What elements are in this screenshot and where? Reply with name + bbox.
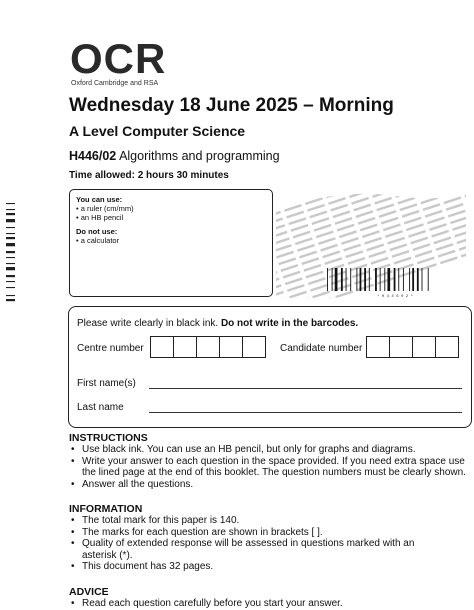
paper-barcode <box>325 268 465 298</box>
information-item: • The marks for each question are shown in brackets [ ]. <box>69 527 419 539</box>
materials-box <box>69 189 273 297</box>
information-list <box>69 515 419 573</box>
can-use-item: • a ruler (cm/mm) <box>76 204 134 213</box>
centre-number-boxes[interactable] <box>151 336 266 358</box>
candidate-number-label: Candidate number <box>280 343 363 354</box>
instructions-heading: INSTRUCTIONS <box>69 432 148 444</box>
candidate-digit-box[interactable] <box>389 336 413 358</box>
advice-item: • Read each question carefully before you start your answer. <box>69 598 469 610</box>
information-item: • Quality of extended response will be assessed in questions marked with an asterisk (*). <box>69 538 419 561</box>
candidate-digit-box[interactable] <box>412 336 436 358</box>
barcode-warning: Do not write in the barcodes. <box>220 318 359 329</box>
exam-date-session: Wednesday 18 June 2025 – Morning <box>69 95 394 116</box>
centre-digit-box[interactable] <box>196 336 220 358</box>
first-name-label: First name(s) <box>77 378 136 389</box>
first-name-line[interactable] <box>149 388 462 389</box>
candidate-number-boxes[interactable] <box>367 336 459 358</box>
logo-subtitle: Oxford Cambridge and RSA <box>71 80 159 87</box>
centre-digit-box[interactable] <box>219 336 243 358</box>
advice-heading: ADVICE <box>69 586 109 598</box>
candidate-box-instruction: Please write clearly in black ink. Do not write in the barcodes. <box>77 318 359 329</box>
not-use-item: • a calculator <box>76 236 120 245</box>
advice-list <box>69 598 469 610</box>
last-name-label: Last name <box>77 402 124 413</box>
ocr-logo: OCR <box>70 35 167 82</box>
instruction-item: • Use black ink. You can use an HB pencil, but only for graphs and diagrams. <box>69 444 469 456</box>
candidate-digit-box[interactable] <box>366 336 390 358</box>
paper-title: Algorithms and programming <box>119 149 280 163</box>
barcode-digits: * H 4 4 6 0 2 * <box>376 295 414 298</box>
centre-digit-box[interactable] <box>173 336 197 358</box>
information-item: • The total mark for this paper is 140. <box>69 515 419 527</box>
side-barcode <box>2 203 16 307</box>
time-allowed: Time allowed: 2 hours 30 minutes <box>69 170 229 181</box>
centre-number-label: Centre number <box>77 343 144 354</box>
centre-digit-box[interactable] <box>242 336 266 358</box>
subject-title: A Level Computer Science <box>69 123 246 139</box>
paper-heading <box>69 149 280 163</box>
information-heading: INFORMATION <box>69 503 143 515</box>
candidate-digit-box[interactable] <box>435 336 459 358</box>
instruction-item: • Write your answer to each question in the space provided. If you need extra space use the lined page at the end of this booklet. The question numbers must be clearly shown. <box>69 456 469 479</box>
not-use-heading: Do not use: <box>76 227 118 236</box>
instructions-list <box>69 444 469 490</box>
last-name-line[interactable] <box>149 412 462 413</box>
instruction-item: • Answer all the questions. <box>69 479 469 491</box>
can-use-heading: You can use: <box>76 195 123 204</box>
can-use-item: • an HB pencil <box>76 213 124 222</box>
centre-digit-box[interactable] <box>150 336 174 358</box>
paper-code: H446/02 <box>69 149 117 163</box>
information-item: • This document has 32 pages. <box>69 561 419 573</box>
